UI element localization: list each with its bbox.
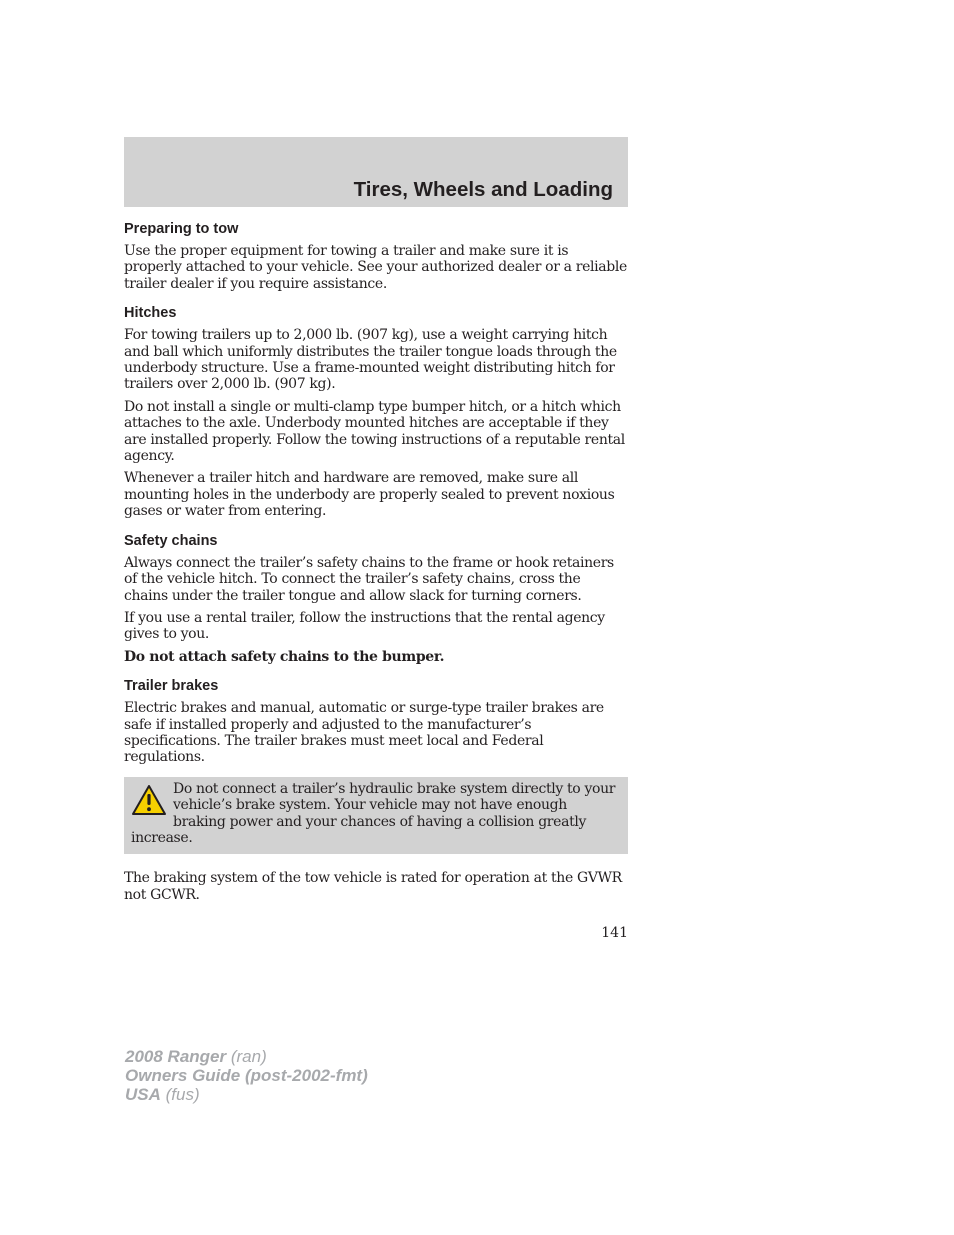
footer-document-id [125,1047,368,1104]
footer-model-code: (ran) [230,1047,267,1066]
safety-chains-warning-text: Do not attach safety chains to the bumper. [124,648,445,665]
page-number: 141 [601,925,628,941]
safety-chains-paragraph-1: Always connect the trailer’s safety chains to the frame or hook retainers of the vehicle hitch. To connect the trailer’s safety chains, cross the chains under the trailer tongue and allow slack for turning corners. [124,554,614,604]
footer-guide-name: Owners Guide (post-2002-fmt) [125,1066,368,1085]
footer-line-1 [125,1047,368,1066]
hitches-paragraph-1: For towing trailers up to 2,000 lb. (907 kg), use a weight carrying hitch and ball which uniformly distributes the trailer tongue loads through the underbody structure. Use a frame-mounted weight distributing hitch for trailers over 2,000 lb. (907 kg). [124,327,617,393]
page-content [124,220,628,909]
heading-preparing-to-tow: Preparing to tow [124,221,239,237]
footer-market-code: (fus) [165,1085,200,1104]
warning-box [124,777,628,855]
heading-safety-chains: Safety chains [124,532,218,549]
trailer-brakes-paragraph-1: Electric brakes and manual, automatic or surge-type trailer brakes are safe if installed properly and adjusted to the manufacturer’s specifications. The trailer brakes must meet local and Federal regulations. [124,700,604,766]
hitches-paragraph-2: Do not install a single or multi-clamp type bumper hitch, or a hitch which attaches to the axle. Underbody mounted hitches are acceptable if they are installed properly. Follow the towing instructions of a reputable rental agency. [124,398,625,465]
section-header-band [124,137,628,207]
footer-line-2 [125,1066,368,1085]
heading-trailer-brakes: Trailer brakes [124,678,219,695]
footer-model: 2008 Ranger [125,1047,227,1066]
warning-text: Do not connect a trailer’s hydraulic brake system directly to your vehicle’s brake system. Your vehicle may not have enough braking power and your chances of having a collision greatly increase. [131,780,616,846]
footer-line-3 [125,1085,368,1104]
preparing-paragraph-1: Use the proper equipment for towing a trailer and make sure it is properly attached to your vehicle. See your authorized dealer or a reliable trailer dealer if you require assistance. [124,243,627,292]
section-title: Tires, Wheels and Loading [353,178,613,201]
warning-triangle-icon [131,784,167,816]
footer-market: USA [125,1085,161,1104]
trailer-brakes-paragraph-2: The braking system of the tow vehicle is rated for operation at the GVWR not GCWR. [124,870,622,903]
safety-chains-paragraph-2: If you use a rental trailer, follow the instructions that the rental agency gives to you. [124,609,605,643]
heading-hitches: Hitches [124,305,177,322]
hitches-paragraph-3: Whenever a trailer hitch and hardware are removed, make sure all mounting holes in the underbody are properly sealed to prevent noxious gases or water from entering. [124,470,615,520]
